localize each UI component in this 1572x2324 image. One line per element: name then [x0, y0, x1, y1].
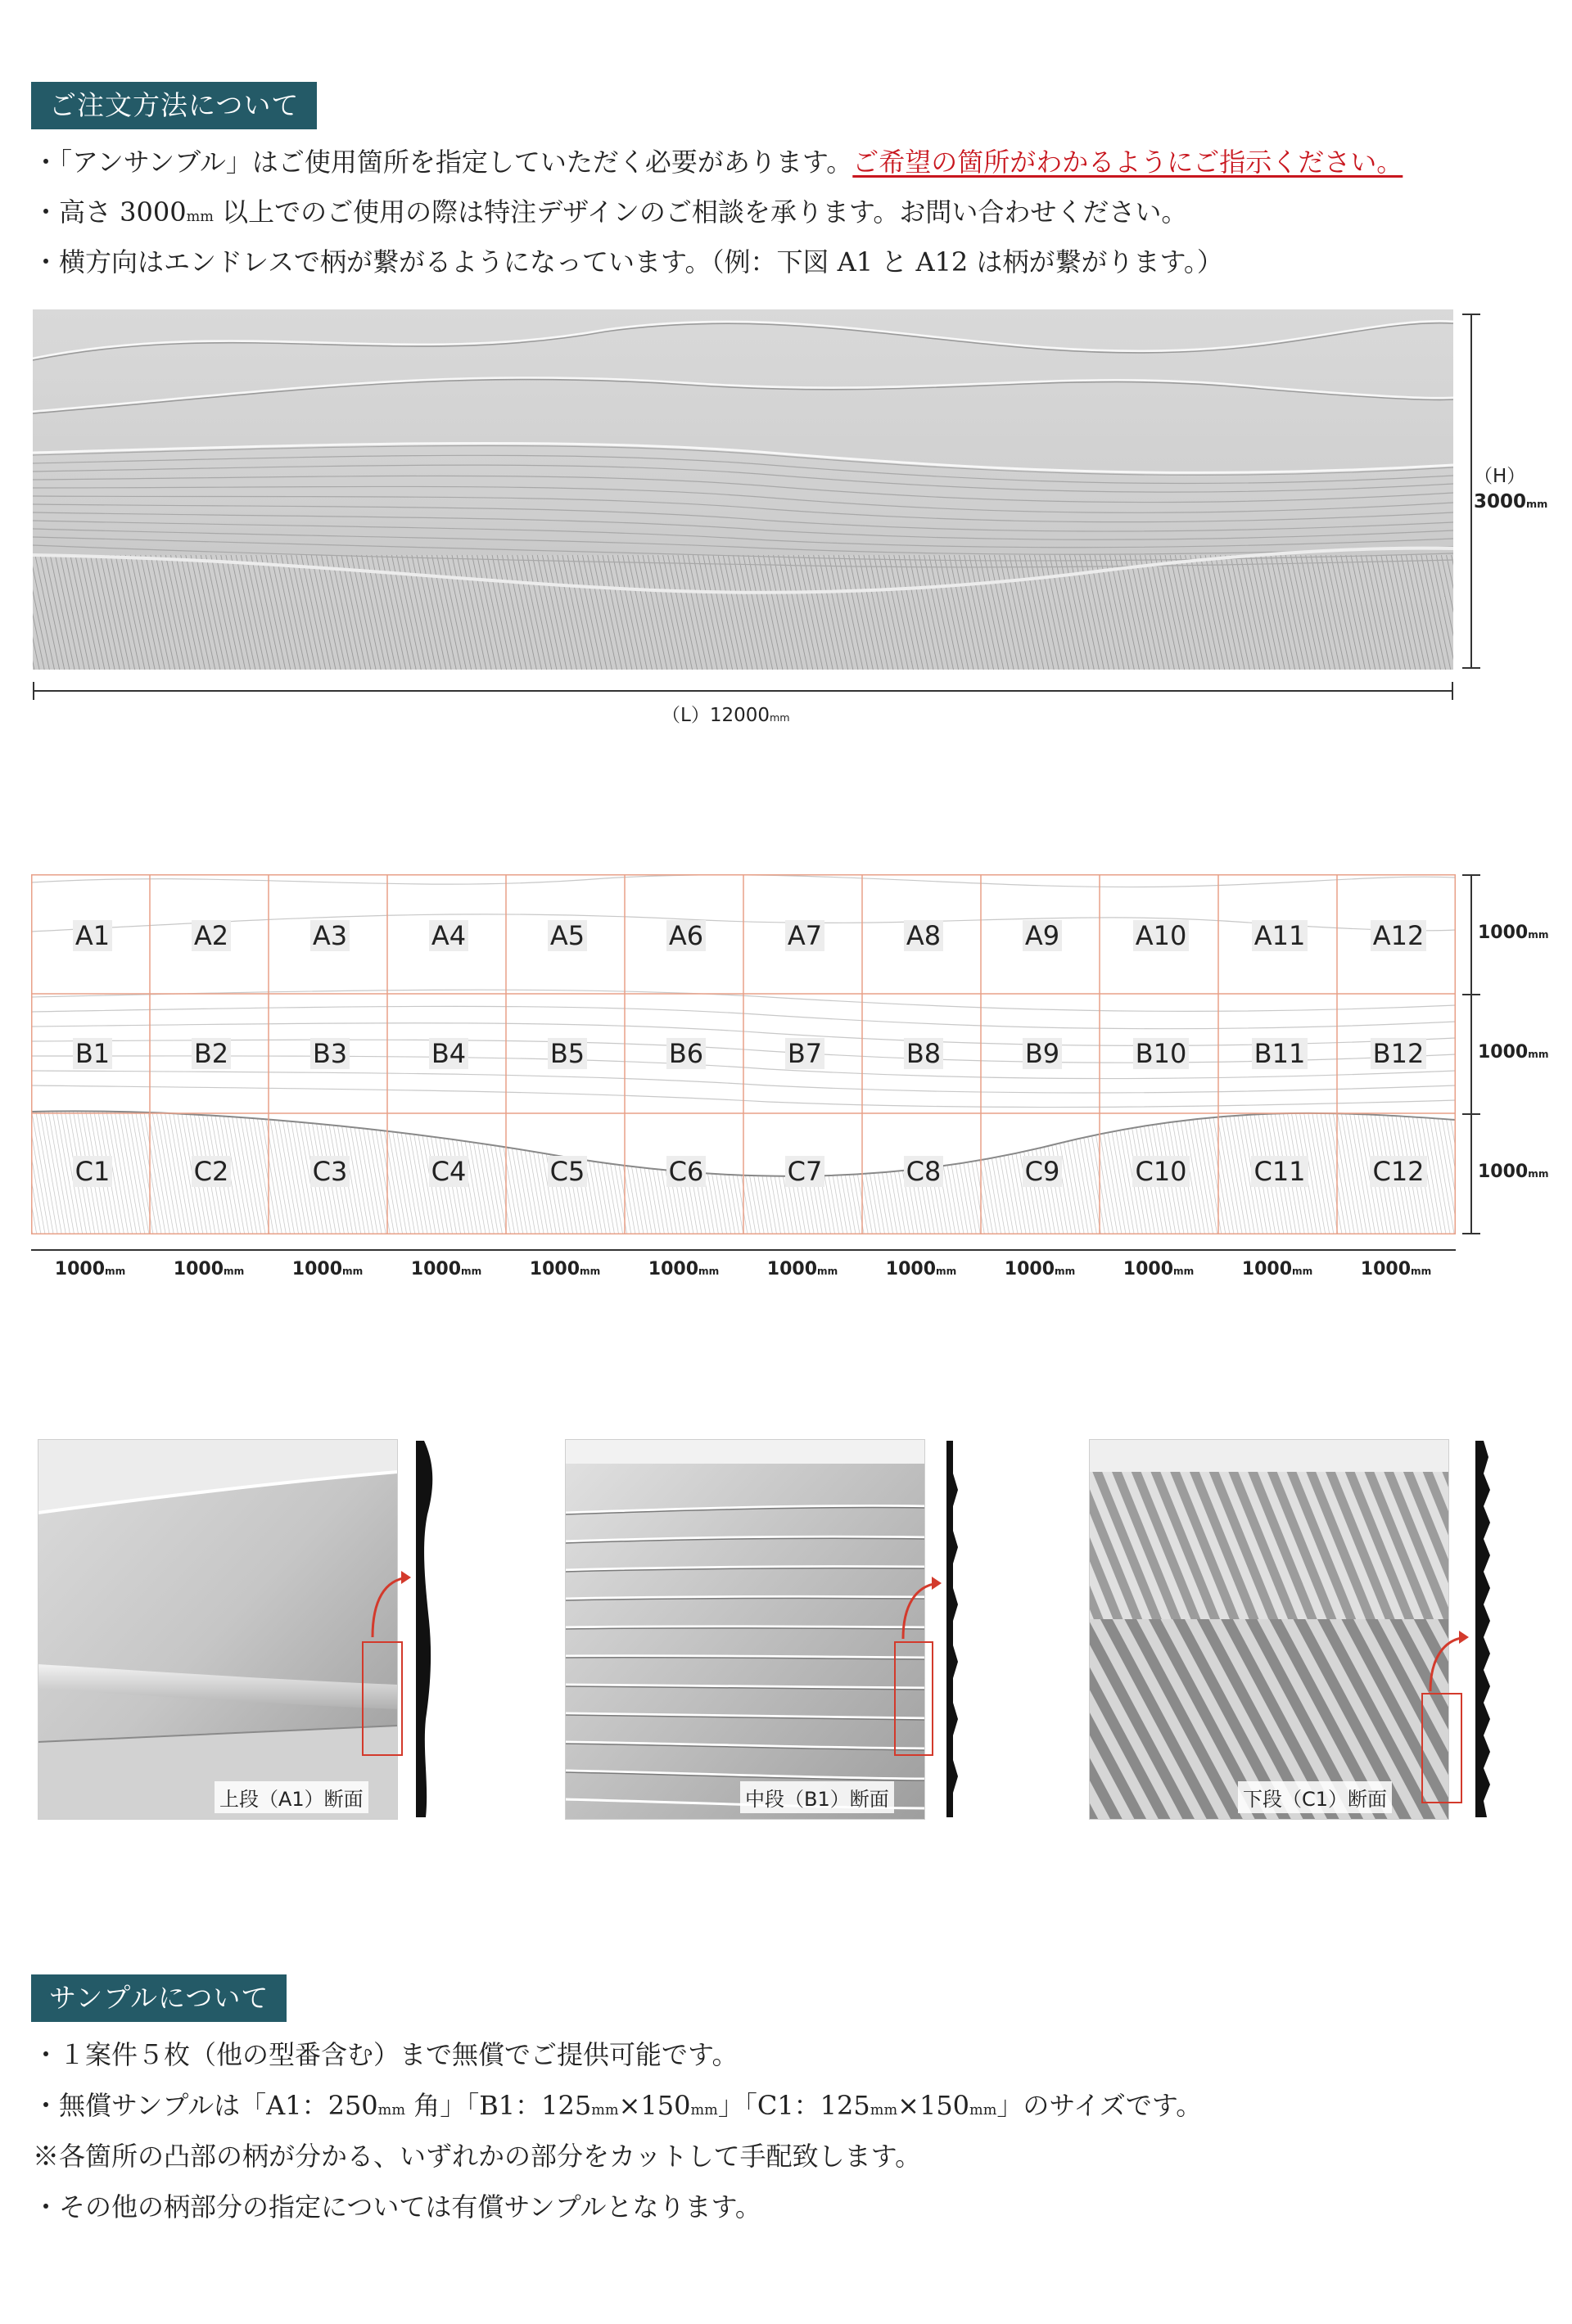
- cell-label-a8: A8: [870, 920, 977, 951]
- order-line-2-unit: mm: [186, 209, 214, 225]
- cell-label-a12: A12: [1345, 920, 1452, 951]
- row-dim-c: 1000mm: [1478, 1162, 1549, 1182]
- order-line-1-emphasis: ご希望の箇所がわかるようにご指示ください。: [852, 147, 1403, 178]
- height-dimension-line: [1470, 314, 1472, 669]
- cell-label-b11: B11: [1226, 1038, 1333, 1069]
- row-dimension-line: [1470, 874, 1472, 1234]
- sample-line-1: ・１案件５枚（他の型番含む）まで無償でご提供可能です。: [33, 2039, 739, 2070]
- cell-label-c5: C5: [514, 1156, 621, 1187]
- lower-section-highlight-box: [1421, 1693, 1462, 1803]
- length-unit: mm: [769, 711, 790, 724]
- col-dim-6: 1000mm: [648, 1259, 720, 1279]
- upper-section-caption: 上段（A1）断面: [215, 1781, 368, 1813]
- upper-section-highlight-box: [362, 1641, 403, 1756]
- col-dim-10: 1000mm: [1123, 1259, 1195, 1279]
- lower-section-profile: [1470, 1441, 1503, 1817]
- order-line-2-post: 以上でのご使用の際は特注デザインのご相談を承ります。お問い合わせください。: [214, 196, 1188, 228]
- row-dim-b: 1000mm: [1478, 1042, 1549, 1063]
- cell-label-b12: B12: [1345, 1038, 1452, 1069]
- col-dim-12: 1000mm: [1360, 1259, 1432, 1279]
- cell-label-b2: B2: [158, 1038, 264, 1069]
- order-line-1: [33, 144, 1403, 180]
- cell-label-c2: C2: [158, 1156, 264, 1187]
- height-label: （H）: [1474, 466, 1526, 487]
- lower-section-arrow: [1426, 1619, 1475, 1694]
- height-number: 3000: [1474, 491, 1527, 512]
- row-dimension-tick-0: [1462, 874, 1480, 876]
- cell-label-b7: B7: [752, 1038, 858, 1069]
- cell-label-b8: B8: [870, 1038, 977, 1069]
- length-dimension-line: [33, 690, 1453, 692]
- sample-line-4: ・その他の柄部分の指定については有償サンプルとなります。: [33, 2191, 761, 2222]
- cell-label-c8: C8: [870, 1156, 977, 1187]
- height-unit: mm: [1526, 498, 1548, 510]
- order-section-header: ご注文方法について: [31, 82, 317, 129]
- cell-label-b4: B4: [395, 1038, 502, 1069]
- row-dimension-tick-1: [1462, 994, 1480, 995]
- sample-section-header: サンプルについて: [31, 1974, 287, 2022]
- col-dim-7: 1000mm: [766, 1259, 838, 1279]
- col-dim-2: 1000mm: [173, 1259, 245, 1279]
- col-dim-1: 1000mm: [54, 1259, 126, 1279]
- order-line-3: ・横方向はエンドレスで柄が繋がるようになっています。（例：下図 A1 と A12 は柄が繋がります。）: [33, 246, 1223, 278]
- cell-label-c9: C9: [989, 1156, 1095, 1187]
- order-line-1-text: ・「アンサンブル」はご使用箇所を指定していただく必要があります。: [33, 147, 853, 178]
- cell-label-b9: B9: [989, 1038, 1095, 1069]
- length-dimension-tick-right: [1452, 682, 1453, 700]
- middle-section-arrow: [899, 1565, 948, 1643]
- row-dimension-tick-2: [1462, 1113, 1480, 1115]
- cell-label-c7: C7: [752, 1156, 858, 1187]
- cell-label-c11: C11: [1226, 1156, 1333, 1187]
- upper-section-arrow: [368, 1559, 418, 1641]
- cell-label-b1: B1: [39, 1038, 146, 1069]
- col-dim-4: 1000mm: [410, 1259, 482, 1279]
- length-value: [662, 700, 790, 727]
- col-dim-9: 1000mm: [1004, 1259, 1076, 1279]
- cell-label-b6: B6: [633, 1038, 739, 1069]
- row-dim-a: 1000mm: [1478, 923, 1549, 943]
- order-line-2-pre: ・高さ 3000: [33, 196, 187, 228]
- length-dimension-tick-left: [33, 682, 34, 700]
- col-dim-5: 1000mm: [529, 1259, 601, 1279]
- cell-label-a7: A7: [752, 920, 858, 951]
- lower-section-caption: 下段（C1）断面: [1238, 1781, 1392, 1813]
- col-dim-11: 1000mm: [1241, 1259, 1313, 1279]
- cell-label-c4: C4: [395, 1156, 502, 1187]
- cell-label-a4: A4: [395, 920, 502, 951]
- height-dimension-tick-bottom: [1462, 667, 1480, 669]
- cell-label-a2: A2: [158, 920, 264, 951]
- cell-label-b10: B10: [1108, 1038, 1214, 1069]
- col-dim-8: 1000mm: [885, 1259, 957, 1279]
- cell-label-b3: B3: [277, 1038, 383, 1069]
- cell-label-a1: A1: [39, 920, 146, 951]
- row-dimension-tick-3: [1462, 1233, 1480, 1234]
- length-number: （L）12000: [662, 705, 770, 726]
- upper-section-photo: [38, 1439, 398, 1820]
- cell-label-a3: A3: [277, 920, 383, 951]
- cell-label-c12: C12: [1345, 1156, 1452, 1187]
- column-dimension-line: [31, 1249, 1456, 1251]
- cell-label-a11: A11: [1226, 920, 1333, 951]
- sample-line-2: ・無償サンプルは「A1：250mm 角」「B1：125mm×150mm」「C1：125mm×150mm」のサイズです。: [33, 2090, 1203, 2121]
- middle-section-highlight-box: [894, 1641, 933, 1756]
- sample-line-3: ※各箇所の凸部の柄が分かる、いずれかの部分をカットして手配致します。: [33, 2141, 922, 2172]
- panorama-image: [33, 309, 1453, 670]
- cell-label-c6: C6: [633, 1156, 739, 1187]
- cell-label-b5: B5: [514, 1038, 621, 1069]
- cell-label-a5: A5: [514, 920, 621, 951]
- col-dim-3: 1000mm: [291, 1259, 364, 1279]
- cell-label-c3: C3: [277, 1156, 383, 1187]
- order-line-2: [33, 194, 1187, 235]
- cell-label-a6: A6: [633, 920, 739, 951]
- cell-label-c1: C1: [39, 1156, 146, 1187]
- cell-label-a9: A9: [989, 920, 1095, 951]
- height-value: [1474, 491, 1547, 512]
- middle-section-caption: 中段（B1）断面: [740, 1781, 894, 1813]
- height-dimension-tick-top: [1462, 314, 1480, 315]
- cell-label-a10: A10: [1108, 920, 1214, 951]
- cell-label-c10: C10: [1108, 1156, 1214, 1187]
- lower-section-photo: [1089, 1439, 1449, 1820]
- middle-section-photo: [565, 1439, 925, 1820]
